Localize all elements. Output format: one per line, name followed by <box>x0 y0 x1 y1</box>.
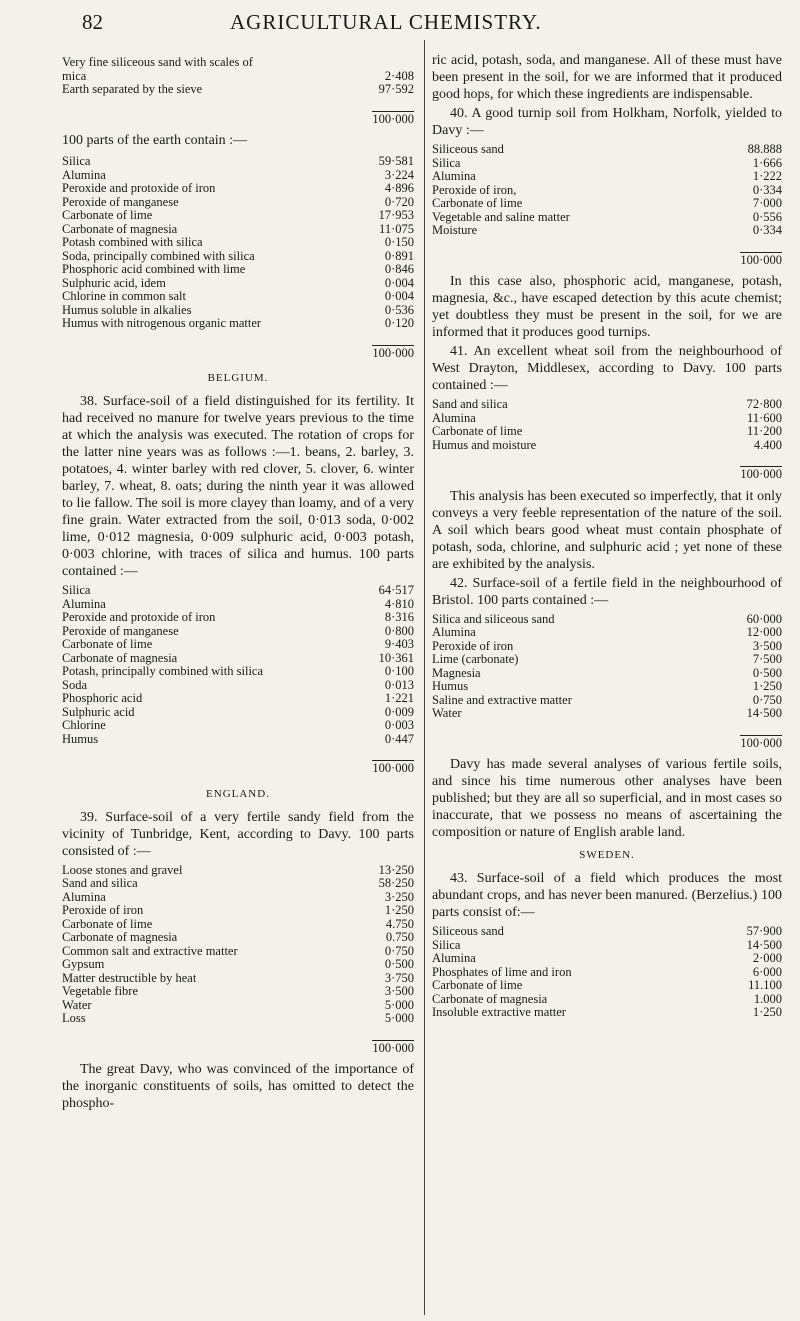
row-value: 3·224 <box>384 167 414 182</box>
table-row <box>62 277 414 291</box>
table-row <box>432 613 782 627</box>
table-row <box>62 209 414 223</box>
row-label: Earth separated by the sieve <box>62 82 203 96</box>
row-value: 9·403 <box>384 637 414 651</box>
row-label: Magnesia <box>432 665 481 680</box>
row-value: 0·009 <box>384 704 414 719</box>
table-row <box>432 398 782 412</box>
row-label: Potash combined with silica <box>62 235 203 249</box>
row-value: 1·250 <box>752 679 782 693</box>
paragraph-43: 43. Surface-soil of a field which produces the most abundant crops, and has never been manured. (Berzelius.) 100 parts consist of:— <box>432 871 782 920</box>
row-label: Carbonate of lime <box>432 978 523 992</box>
row-value: 6·000 <box>752 964 782 979</box>
row-value: 0·447 <box>384 731 414 746</box>
row-label: Humus with nitrogenous organic matter <box>62 316 262 330</box>
row-value: 1·250 <box>384 903 414 917</box>
row-value: 0·100 <box>384 664 414 678</box>
row-value: 3·500 <box>384 984 414 998</box>
table-row <box>62 864 414 878</box>
total-row <box>62 1026 414 1060</box>
section-heading-england: ENGLAND. <box>206 787 270 800</box>
running-title: AGRICULTURAL CHEMISTRY. <box>230 10 542 34</box>
row-value: 11·200 <box>747 424 782 438</box>
table-row <box>432 952 782 966</box>
row-value: 64·517 <box>378 583 414 597</box>
table-row <box>62 652 414 666</box>
row-value: 0·556 <box>752 209 782 224</box>
table-row <box>62 155 414 169</box>
row-label: Carbonate of lime <box>432 424 523 438</box>
row-value: 5·000 <box>384 1011 414 1025</box>
total-value: 100·000 <box>740 252 782 267</box>
row-value: 17·953 <box>378 208 414 222</box>
row-value: 3·750 <box>384 970 414 985</box>
table-row <box>62 263 414 277</box>
row-value: 13·250 <box>378 862 414 877</box>
table-row <box>62 931 414 945</box>
row-label: Water <box>432 706 462 720</box>
paragraph-40b: In this case also, phosphoric acid, manganese, potash, magnesia, &c., have escaped detection by this acute chemist; yet doubtless they must be present in the soil, for we are informed that it produces good turnips. <box>432 274 782 340</box>
table-row <box>62 97 414 131</box>
row-label: Chlorine <box>62 718 106 732</box>
table-row <box>62 679 414 693</box>
table-row <box>432 640 782 654</box>
row-label: Matter destructible by heat <box>62 970 197 985</box>
row-value: 72·800 <box>746 397 782 411</box>
row-value: 11.100 <box>748 978 782 992</box>
row-value: 0·013 <box>384 677 414 692</box>
table-row <box>62 692 414 706</box>
total-row <box>62 331 414 365</box>
row-label: Peroxide of iron, <box>432 182 517 197</box>
table-row <box>62 83 414 97</box>
row-value: 58·250 <box>378 876 414 890</box>
paragraph-42b: Davy has made several analyses of various fertile soils, and since his time numerous other analyses have been published; but they are all so superficial, and in most cases so inaccurate, that we possess no means of ascertaining the composition or nature of English arable land. <box>432 757 782 840</box>
section-heading-sweden: SWEDEN. <box>579 849 635 861</box>
table-row <box>62 1012 414 1026</box>
row-value: 12·000 <box>746 625 782 639</box>
table-row <box>432 939 782 953</box>
table-row <box>62 317 414 331</box>
row-value: 0.750 <box>385 930 414 944</box>
table-row <box>62 985 414 999</box>
row-label <box>62 97 356 131</box>
row-value: 5·000 <box>384 997 414 1012</box>
table-row <box>432 425 782 439</box>
paragraph-davy: The great Davy, who was convinced of the importance of the inorganic constituents of soils, has omitted to detect the phospho- <box>62 1062 414 1111</box>
total-row <box>62 746 414 780</box>
row-label: Lime (carbonate) <box>432 652 519 666</box>
analysis-table-bristol <box>432 613 782 755</box>
row-label: Vegetable and saline matter <box>432 209 570 224</box>
table-row <box>62 625 414 639</box>
row-value: 8·316 <box>384 610 414 624</box>
row-value: 14·500 <box>746 937 782 952</box>
table-row <box>432 966 782 980</box>
table-row <box>432 979 782 993</box>
row-label: Silica <box>432 155 461 170</box>
row-label: Peroxide of iron <box>62 903 144 917</box>
row-label: Humus and moisture <box>432 437 537 452</box>
row-value: 0·846 <box>384 262 414 276</box>
total-row <box>432 238 782 272</box>
row-label: Sand and silica <box>432 397 508 411</box>
page-header <box>0 6 800 42</box>
row-value: 4.750 <box>385 916 414 931</box>
row-value: 0·891 <box>384 248 414 263</box>
row-value: 0·003 <box>384 718 414 732</box>
row-label: Very fine siliceous sand with scales of <box>62 55 253 69</box>
row-value: 2·408 <box>384 68 414 83</box>
row-value: 0·750 <box>384 943 414 958</box>
row-value: 60·000 <box>746 611 782 626</box>
table-row <box>62 611 414 625</box>
row-label: Alumina <box>432 625 476 639</box>
paragraph-42: 42. Surface-soil of a fertile field in the neighbourhood of Bristol. 100 parts contained :— <box>432 575 782 608</box>
row-value: 11·075 <box>379 221 414 236</box>
row-value: 88.888 <box>747 142 782 156</box>
table-row <box>432 667 782 681</box>
table-row <box>62 598 414 612</box>
row-value: 0·334 <box>752 182 782 197</box>
table-row <box>62 706 414 720</box>
row-value: 1·666 <box>752 155 782 170</box>
table-row <box>62 719 414 733</box>
table-row <box>62 223 414 237</box>
row-label: Insoluble extractive matter <box>432 1005 566 1019</box>
section-heading-belgium: BELGIUM. <box>207 372 269 384</box>
row-label: Saline and extractive matter <box>432 692 572 707</box>
row-value <box>356 56 414 70</box>
table-row <box>62 918 414 932</box>
table-row <box>432 653 782 667</box>
row-label: Carbonate of lime <box>62 208 153 222</box>
row-label: Silica <box>62 583 91 597</box>
row-label: Carbonate of magnesia <box>62 930 178 944</box>
analysis-table-belgium <box>62 584 414 780</box>
row-label: Alumina <box>432 951 476 965</box>
paragraph-41b: This analysis has been executed so imperfectly, that it only conveys a very feeble representation of the nature of the soil. A soil which bears good wheat must contain phosphate of potash, soda, chlorine, and sulphuric acid ; yet none of these are exhibited by the analysis. <box>432 488 782 572</box>
row-value: 0·120 <box>384 316 414 330</box>
row-label: Phosphates of lime and iron <box>432 964 572 979</box>
table-row <box>62 972 414 986</box>
paragraph-41: 41. An excellent wheat soil from the neighbourhood of West Drayton, Middlesex, according to Davy. 100 parts contained :— <box>432 344 782 393</box>
table-row <box>432 626 782 640</box>
row-label: Silica <box>62 154 91 168</box>
table-row <box>432 224 782 238</box>
row-value: 0·800 <box>384 623 414 638</box>
row-label: Alumina <box>62 596 106 611</box>
row-label: Phosphoric acid combined with lime <box>62 262 246 276</box>
row-label: Carbonate of magnesia <box>62 221 178 236</box>
row-label: Peroxide of manganese <box>62 623 179 638</box>
total-value: 100·000 <box>372 111 414 126</box>
table-row <box>432 439 782 453</box>
table-row <box>432 694 782 708</box>
row-label: Humus <box>62 731 99 746</box>
row-label: Water <box>62 997 92 1012</box>
table-row <box>62 182 414 196</box>
row-value: 0·004 <box>384 289 414 303</box>
row-label: Carbonate of magnesia <box>432 991 548 1006</box>
row-value: 0·150 <box>384 235 414 249</box>
row-label: Alumina <box>432 169 476 183</box>
table-row <box>62 638 414 652</box>
row-label: Carbonate of lime <box>432 196 523 210</box>
row-label: Soda, principally combined with silica <box>62 248 255 263</box>
row-value: 4·896 <box>384 181 414 195</box>
analysis-table-sweden <box>432 925 782 1020</box>
table-row <box>432 211 782 225</box>
row-value: 0·334 <box>752 223 782 237</box>
table-row <box>62 584 414 598</box>
row-label: Potash, principally combined with silica <box>62 664 264 678</box>
table-row <box>432 1006 782 1020</box>
table-caption: 100 parts of the earth contain :— <box>62 133 248 148</box>
table-row <box>62 196 414 210</box>
row-label: Chlorine in common salt <box>62 289 186 303</box>
row-value: 1.000 <box>753 991 782 1006</box>
row-label: Alumina <box>62 167 106 182</box>
table-row <box>62 169 414 183</box>
table-row <box>62 891 414 905</box>
table-row <box>62 733 414 747</box>
row-value: 97·592 <box>378 82 414 96</box>
row-value: 4·810 <box>384 596 414 611</box>
row-value: 7·500 <box>752 652 782 666</box>
row-value: 0·750 <box>752 692 782 707</box>
row-value: 0·500 <box>384 957 414 971</box>
table-row <box>62 958 414 972</box>
table-row <box>62 56 414 70</box>
row-label: Carbonate of magnesia <box>62 650 178 665</box>
paragraph-40: 40. A good turnip soil from Holkham, Norfolk, yielded to Davy :— <box>432 106 782 138</box>
table-row <box>432 143 782 157</box>
row-label: Humus soluble in alkalies <box>62 302 192 317</box>
row-label: Sulphuric acid <box>62 704 135 719</box>
paragraph-38: 38. Surface-soil of a field distinguished for its fertility. It had received no manure for twelve years previous to the time at which the analysis was executed. The rotation of crops for the latter nine years was as follows :—1. beans, 2. barley, 3. potatoes, 4. winter barley with red clover, 5. clover, 6. winter barley, 7. wheat, 8. oats; during the ninth year it was allowed to lie fallow. The soil is more clayey than loamy, and of a very fine grain. Water extracted from the soil, 0·013 soda, 0·002 lime, 0·012 magnesia, 0·009 sulphuric acid, 0·003 potash, 0·003 chlorine, with traces of silica and humus. 100 parts contained :— <box>62 394 414 579</box>
analysis-table-earth <box>62 155 414 364</box>
row-label: Phosphoric acid <box>62 691 143 705</box>
row-label: Siliceous sand <box>432 924 504 938</box>
table-row <box>62 877 414 891</box>
row-value <box>356 97 414 131</box>
row-value: 2·000 <box>752 951 782 965</box>
total-row <box>432 721 782 755</box>
table-row <box>432 157 782 171</box>
analysis-table-drayton <box>432 398 782 486</box>
row-label: Moisture <box>432 223 478 237</box>
right-column <box>432 52 782 1022</box>
table-row <box>432 680 782 694</box>
table-row <box>432 184 782 198</box>
row-label: Soda <box>62 677 87 692</box>
row-label: Carbonate of lime <box>62 916 153 931</box>
row-label: Alumina <box>62 889 106 904</box>
row-label: Alumina <box>432 410 476 425</box>
row-label: mica <box>62 68 87 83</box>
row-value: 10·361 <box>378 650 414 665</box>
table-row <box>432 707 782 721</box>
analysis-table-tunbridge <box>62 864 414 1060</box>
row-label: Common salt and extractive matter <box>62 943 238 958</box>
total-value: 100·000 <box>740 735 782 750</box>
row-value: 3·500 <box>752 638 782 653</box>
row-value: 0·536 <box>384 302 414 317</box>
row-label: Loss <box>62 1011 86 1025</box>
row-label: Sulphuric acid, idem <box>62 275 166 290</box>
analysis-table-holkham <box>432 143 782 271</box>
row-value: 1·250 <box>752 1005 782 1019</box>
row-value: 0·500 <box>752 665 782 680</box>
analysis-table-top <box>62 56 414 130</box>
total-value: 100·000 <box>372 1040 414 1055</box>
table-row <box>432 197 782 211</box>
table-row <box>62 665 414 679</box>
row-label: Silica and siliceous sand <box>432 611 555 626</box>
row-value: 14·500 <box>746 706 782 720</box>
row-label: Peroxide and protoxide of iron <box>62 181 216 195</box>
row-label: Sand and silica <box>62 876 138 890</box>
row-value: 0·004 <box>384 275 414 290</box>
total-value: 100·000 <box>372 345 414 360</box>
table-row <box>62 70 414 84</box>
row-label: Peroxide of iron <box>432 638 514 653</box>
left-column <box>62 52 414 1114</box>
row-value: 7·000 <box>752 196 782 210</box>
row-label: Carbonate of lime <box>62 637 153 651</box>
row-label: Silica <box>432 937 461 952</box>
row-value: 59·581 <box>378 154 414 168</box>
column-rule <box>424 40 425 1315</box>
table-row <box>62 904 414 918</box>
table-row <box>432 412 782 426</box>
row-label: Peroxide of manganese <box>62 194 179 209</box>
paragraph-continued: ric acid, potash, soda, and manganese. All of these must have been present in the soil, for we are informed that it produced good hops, for which these ingredients are indispensable. <box>432 53 782 102</box>
row-label: Vegetable fibre <box>62 984 139 998</box>
table-row <box>432 993 782 1007</box>
table-row <box>62 236 414 250</box>
table-row <box>62 304 414 318</box>
paragraph-39: 39. Surface-soil of a very fertile sandy field from the vicinity of Tunbridge, Kent, according to Davy. 100 parts consisted of :— <box>62 809 414 859</box>
row-label: Loose stones and gravel <box>62 862 183 877</box>
row-value: 1·222 <box>752 169 782 183</box>
row-label: Gypsum <box>62 957 105 971</box>
row-value: 57·900 <box>746 924 782 938</box>
row-value: 11·600 <box>747 410 782 425</box>
row-label: Siliceous sand <box>432 142 504 156</box>
table-row <box>62 999 414 1013</box>
row-value: 1·221 <box>384 691 414 705</box>
total-row <box>432 452 782 486</box>
total-value: 100·000 <box>740 467 782 481</box>
table-row <box>62 250 414 264</box>
row-value: 0·720 <box>384 194 414 209</box>
row-value: 4.400 <box>753 437 782 452</box>
table-row <box>62 290 414 304</box>
total-value: 100·000 <box>372 761 414 775</box>
row-label: Humus <box>432 679 469 693</box>
row-value: 3·250 <box>384 889 414 904</box>
page-number: 82 <box>82 10 103 34</box>
table-row <box>432 170 782 184</box>
row-label: Peroxide and protoxide of iron <box>62 610 216 624</box>
table-row <box>62 945 414 959</box>
table-row <box>432 925 782 939</box>
